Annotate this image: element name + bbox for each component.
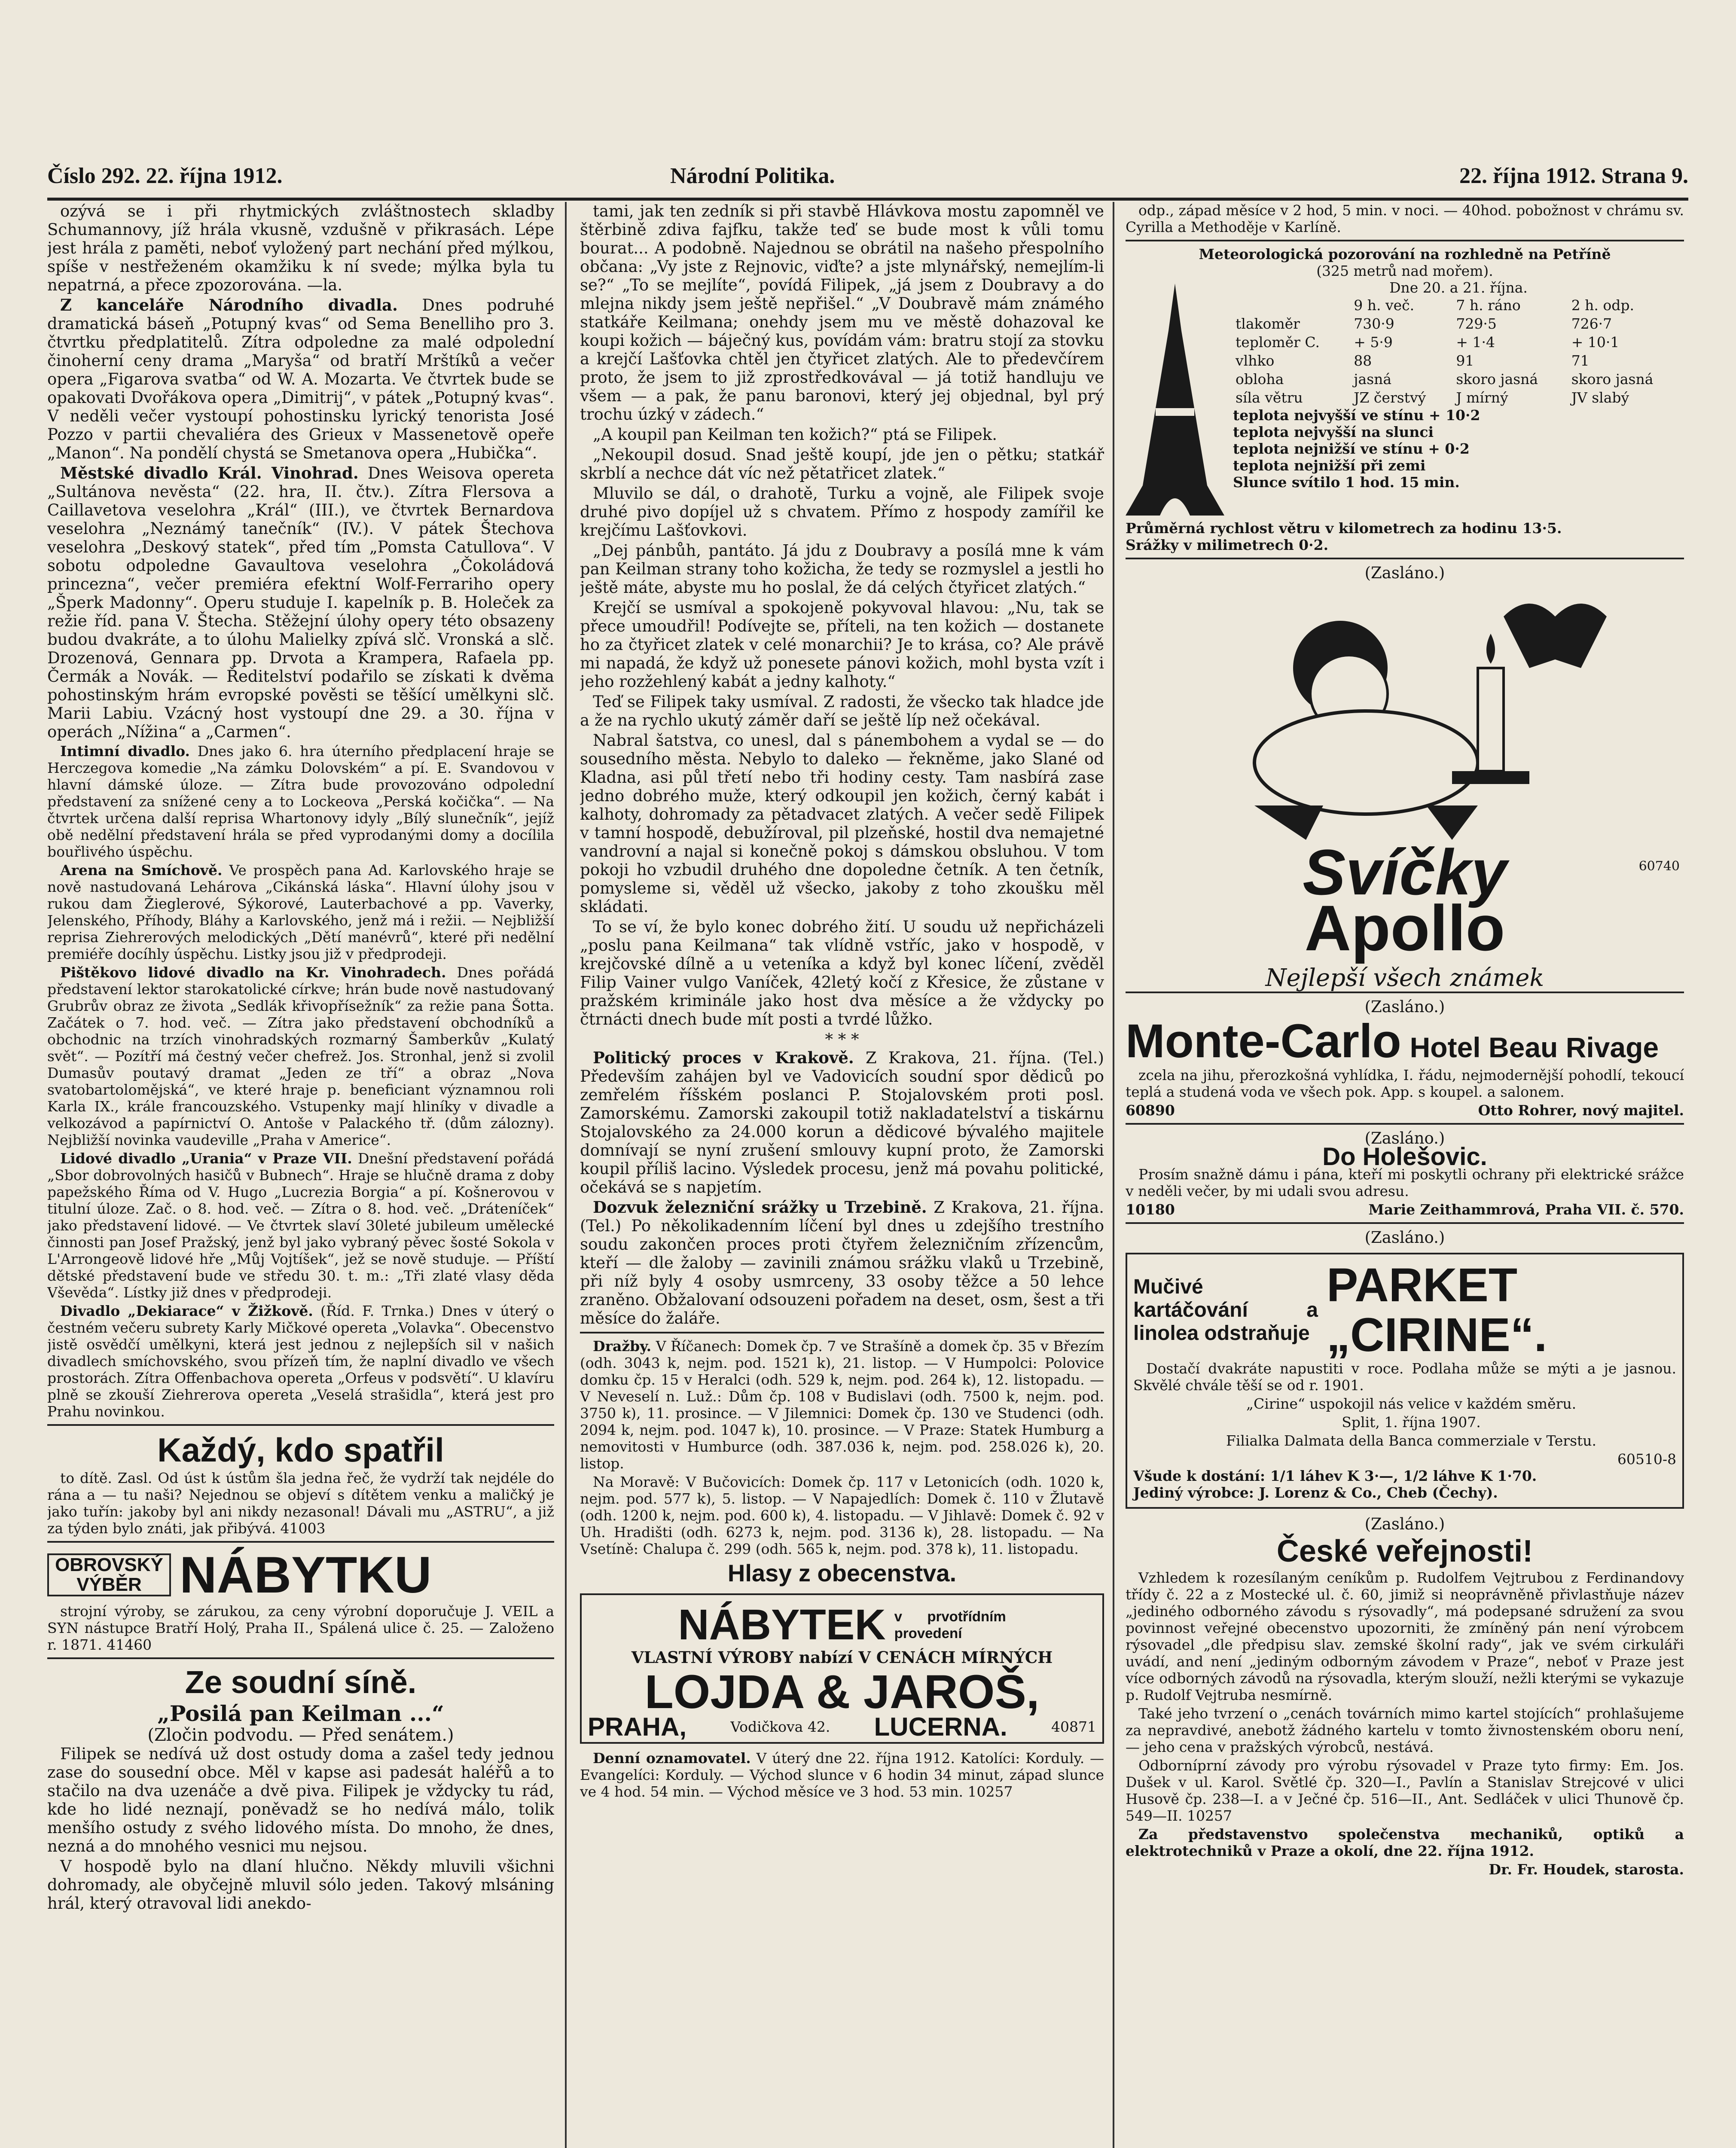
weather-col: 9 h. več.	[1354, 297, 1415, 314]
sent-in-label: (Zasláno.)	[1364, 564, 1445, 582]
divider	[1126, 558, 1684, 559]
weather-stat: Slunce svítilo 1 hod. 15 min.	[1233, 474, 1460, 491]
notice-signature: Dr. Fr. Houdek, starosta.	[1489, 1861, 1684, 1878]
apollo-brand: Apollo	[1304, 892, 1505, 964]
column-rule	[565, 202, 567, 2148]
ad-number: 60890	[1126, 1102, 1175, 1119]
notice-text: Vzhledem k rozesílaným ceníkům p. Rudolfem Vejtrubou z Ferdinandovy třídy č. 22 a z Mostecké ul. č. 60, jimiž si neoprávněně přivlastňuje název „jediného odborného závodu s rýsovadly“, má podepsané sdružení za svou povinnost veřejné obecenstvo upozorniti, že zmíněný pán není výrobcem rýsovadel „dle předpisu slav. zemské školní rady“, jak ve svém cirkuláři uvádí, and není „jediným odborným závodem v Praze“, neboť v Praze jest více odborných závodů na rýsovadla, kterým slouží, nežli kterými se vykazuje p. Rudolf Vejtruba nesmírně.	[1126, 1569, 1684, 1703]
paragraph: Nabral šatstva, co unesl, dal s pánembohem a vydal se — do sousedního města. Nebylo to daleko — řekněme, jako Slané od Kladna, asi půl třetí nebo tři hodiny cesty. Tam nasbírá zase jedno dobrého muže, který odkoupil jen kožich, černý kabát i kalhoty, dohromady za pětadvacet zlatých. A večer sedě Filipek v tamní hospodě, debužíroval, pil plzeňské, hostil dva nemajetné vandrovní a najal si konečně pokoj s dámskou obsluhou. V tom pokoji ho vzbudil druhého dne dopoledne četník. A ten četník, pomysleme si, věděl už všecko, jakoby z toho zkoušku měl skládati.	[580, 731, 1104, 916]
divider	[1126, 240, 1684, 241]
ad-number: 60740	[1638, 859, 1680, 874]
candle-figure-illustration	[1126, 582, 1684, 848]
page-date: 22. října 1912. Strana 9.	[1459, 164, 1688, 188]
lojda-jaros-ad	[580, 1593, 1104, 1744]
ad-testimonial: „Cirine“ uspokojil nás velice v každém směru.	[1246, 1395, 1577, 1412]
ad-number: 60510-8	[1617, 1451, 1676, 1468]
paragraph: Dnešní představení pořádá „Sbor dobrovolných hasičů v Bubnech“. Hraje se hlučně drama z doby papežského Říma od V. Hugo „Lucrezia Borgia“ a pí. Košnerovou v titulní úloze. Zač. o 8. hod. več. — Zítra o 8. hod. več. „Dráteníček“ jako představení lidové. — Ve čtvrtek slaví 30leté jubileum umělecké činnosti pan Josef Pražský, jenž byl jako vybraný pěvec šosté Sokola v L'Arrongeově lidové hře „Můj Vojtíšek“, jež se nově studuje. — Příští dětské představení bude ve středu 30. t. m.: „Tři zlaté vlasy děda Vševěda“. Lístky již dnes v předprodeji.	[47, 1150, 554, 1301]
separator-dots: * * *	[825, 1030, 859, 1049]
paragraph: Z Krakova, 21. října. (Tel.) Po několikadenním líčení byl dnes u zdejšího trestního soudu zakončen proces proti čtyřem železničním zřízencům, kteří — dle žaloby — zavinili známou srážku vlaků u Trzebině, při níž byly 4 osoby usmrceny, 33 osoby těžce a 50 lehce zraněno. Obžalovaní odsouzeni pořadem na deset, osm, šest a tři měsíce do žaláře.	[580, 1198, 1104, 1327]
weather-value: JZ čerstvý	[1354, 389, 1426, 406]
article-title: „Posilá pan Keilman ...“	[157, 1701, 444, 1726]
ad-headline: PARKET	[1327, 1259, 1518, 1312]
weather-value: 91	[1456, 352, 1474, 369]
weather-value: 729·5	[1456, 315, 1497, 332]
paragraph: Dnes pořádá představení lektor starokatolické církve; hrán bude nově nastudovaný Grubrův obraz ze života „Sedlák křivopřísežník“ za režie pana Šotta. Začátek o 7. hod. več. — Zítra jako představení obchodníků a obchodnic na trzích vinohradských rozmarný Šamberkův „Kulatý svět“. — Pozítří má čestný večer chefrež. Jos. Stronhal, jenž si zvolil Dumasův poutavý dramat „Jeden ze tří“ a obraz „Nova svatobartolomějská“, ve které hraje p. beneficiant významnou roli Karla IX., krále francouzského. Vstupenky mají hliníky v divadle a velkozávod a papírnictví O. Antoše v Palackého tř. (dům zálozny). Nejbližší novinka vaudeville „Praha v Americe“.	[47, 964, 554, 1148]
ad-street: Vodičkova 42.	[730, 1718, 830, 1735]
paragraph: ozývá se i při rhytmických zvláštnostech skladby Schumannovy, jíž hrála vkusně, vzdušně v přikrasách. Lépe jest hrála z paměti, neboť vyložený part nechání před mýlkou, spíše v nestřeženém okamžiku k ní svede; mýlka byla tu nepatrná, a přece zpozorována. —la.	[47, 202, 554, 294]
weather-label: obloha	[1236, 371, 1284, 387]
paragraph: Ve prospěch pana Ad. Karlovského hraje se nově nastudovaná Lehárova „Cikánská láska“. Hlavní úlohy jsou v rukou dam Žieglerové, Sýkorové, Lauterbachové a pp. Vaverky, Jelenského, Příhody, Bláhy a Karlovského, jenž má i režii. — Nejbližší reprisa Ziehrerových melodických „Dětí manévrů“, které při nedělní premiéře docíhly úspěchu. Listky jsou již v předprodeji.	[47, 862, 554, 962]
weather-label: teploměr C.	[1236, 334, 1320, 351]
paragraph: (Říd. F. Trnka.) Dnes v úterý o čestném večeru subrety Karly Mičkové opereta „Volavka“. Obecenstvo jistě osvědčí umělkyni, která jest jednou z nejlepších sil v našich divadlech smíchovského, svou přízeň tím, že naplní divadlo ve všech prostorách. Zítra Offenbachova opereta „Orfeus v podsvětí“. U klavíru plně se zkouší Ziehrerova opereta „Veselá strašidla“, která jest pro Prahu novinkou.	[47, 1303, 554, 1420]
weather-value: 88	[1354, 352, 1372, 369]
weather-value: + 1·4	[1456, 334, 1495, 351]
paragraph: „A koupil pan Keilman ten kožich?“ ptá se Filipek.	[593, 425, 997, 444]
masthead: Národní Politika.	[670, 164, 835, 188]
notice-text: Za představenstvo společenstva mechaniků, optiků a elektrotechniků v Praze a okolí, dne 22. října 1912.	[1126, 1826, 1684, 1859]
paragraph: „Nekoupil dosud. Snad ještě koupí, jde jen o pětku; statkář skrblí a nechce dát víc než pětatřicet zlatek.“	[580, 445, 1104, 482]
ad-tagline: Mučivé kartáčování a linolea odstraňuje	[1133, 1275, 1318, 1345]
paragraph: Dnes Weisova opereta „Sultánova nevěsta“ (22. hra, II. čtv.). Zítra Flersova a Caillavetova veselohra „Král“ (III.), ve čtvrtek Bernardova veselohra „Neznámý tanečník“ (IV.). V pátek Štechova veselohra „Deskový statek“, před tím „Pomsta Catullova“. V sobotu odpoledne Gavaultova veselohra „Čokoládová princezna“, večer premiéra efektní Wolf-Ferrariho opery „Šperk Madonny“. Operu studuje I. kapelník p. B. Holeček za režie říd. pana V. Štecha. Stěžejní úlohy opery této obsazeny budou dvakráte, a to úlohu Malielky zpívá slč. Vronská a slč. Drozenová, Gennara pp. Drvota a Krampera, Rafaela pp. Čermák a Novák. — Ředitelství podařilo se získati k dvěma pohostinským hrám evropské pověsti se těšící umělkyni slč. Marii Labiu. Vzácný host vystoupí dne 29. a 30. října v operách „Nížina“ a „Carmen“.	[47, 464, 554, 741]
weather-subheading: (325 metrů nad mořem).	[1316, 262, 1493, 279]
apollo-candles-ad	[1126, 582, 1684, 969]
ad-city: PRAHA,	[588, 1712, 687, 1741]
weather-value: + 5·9	[1354, 334, 1393, 351]
ad-number: 10180	[1126, 1201, 1175, 1218]
ad-hotel: Hotel Beau Rivage	[1410, 1031, 1659, 1063]
article-subtitle: (Zločin podvodu. — Před senátem.)	[147, 1725, 454, 1745]
paragraph: Z Krakova, 21. října. (Tel.) Především zahájen byl ve Vadovicích soudní spor dědiců po zemřelém říšském poslanci P. Stojalovském proti posl. Zamorskému. Zamorski zakoupil totiž nakladatelství a tiskárnu Stojalovského za 24.000 korun a dědicové bývalého majitele domnívají se nyní zrušení smlouvy kupní proto, že Zamorski koupil příliš lacino. Výsledek procesu, jenž má povahu politické, očekává se s napjetím.	[580, 1049, 1104, 1196]
divider	[47, 1657, 554, 1659]
weather-block	[1126, 279, 1684, 520]
weather-date: Dne 20. a 21. října.	[1389, 279, 1528, 296]
paragraph: V úterý dne 22. října 1912. Katolíci: Korduly. — Evangelíci: Korduly. — Východ slunce v 6 hodin 34 minut, západ slunce ve 4 hod. 54 min. — Východ měsíce ve 3 hod. 53 min. 10257	[580, 1750, 1104, 1800]
paragraph: Mluvilo se dál, o drahotě, Turku a vojně, ale Filipek svoje druhé pivo dopíjel už s chvatem. Přímo z hospody zamířil ke krejčímu Lašťovkovi.	[580, 484, 1104, 540]
ad-headline: NÁBYTEK	[678, 1601, 886, 1649]
paragraph: V hospodě bylo na dlaní hlučno. Někdy mluvili všichni dohromady, ale obyčejně mluvil sólo jeden. Takový mlsáning hrál, který otravoval lidi anekdo-	[47, 1857, 554, 1913]
weather-value: 71	[1571, 352, 1590, 369]
newspaper-page	[47, 142, 1688, 2148]
ad-tagline: v prvotřídním provedení	[894, 1608, 1006, 1641]
paragraph: Dnes podruhé dramatická báseň „Potupný kvas“ od Sema Benelliho pro 3. čtvrtku předplatitelů. Zítra odpoledne za malé odpolední činoherní ceny drama „Maryša“ od bratří Mrštíků a večer opera „Figarova svatba“ od W. A. Mozarta. Ve čtvrtek bude se opakovati Dvořákova opera „Dimitrij“, v pátek „Potupný kvas“. V neděli večer vystoupí pohostinsku lyrický tenorista José Pozzo v partii chevaliéra des Grieux v Massenetově opeře „Manon“. Na pondělí chystá se Smetanova opera „Hubička“.	[47, 296, 554, 462]
section-title: Hlasy z obecenstva.	[727, 1559, 957, 1587]
weather-value: skoro jasná	[1571, 371, 1654, 387]
paragraph: odp., západ měsíce v 2 hod, 5 min. v noci. — 40hod. pobožnost v chrámu sv. Cyrilla a Methoděje v Karlíně.	[1126, 202, 1684, 235]
ad-manufacturer: Jediný výrobce: J. Lorenz & Co., Cheb (Čechy).	[1133, 1484, 1498, 1501]
notice-text: Také jeho tvrzení o „cenách továrních mimo kartel stojících“ prohlašujeme za nepravdivé, anebotž žádného kartelu v tomto živnostenském oboru není, — jeho cena v pražských výrobců, nestává.	[1126, 1705, 1684, 1755]
weather-col: 7 h. ráno	[1456, 297, 1521, 314]
ad-headline: Každý, kdo spatřil	[157, 1431, 444, 1469]
ad-tagline: OBROVSKÝ VÝBĚR	[47, 1553, 171, 1596]
paragraph: To se ví, že bylo konec dobrého žití. U soudu už nepřicházeli „poslu pana Keilmana“ tak vlídně vstříc, jako v hospodě, v krejčovské dílně a u veteníka a když byl konec líčení, zvěděl Filip Vainer vulgo Vaníček, 42letý kočí z Křesice, že zůstane v pražském kriminále jako host dva měsíce a že vždycky po čtrnácti dnech bude mít posti a tvrdé lůžko.	[580, 918, 1104, 1028]
paragraph: tami, jak ten zedník si při stavbě Hlávkova mostu zapomněl ve štěrbině zdiva fajfku, takže teď se bude most k vůli tomu bourat... A podobně. Najednou se obrátil na našeho přespolního občana: „Vy jste z Rejnovic, viďte? a jste mlynářský, nemejlím-li se?“ „To se mejlíte“, povídá Filipek, „já jsem z Doubravy a do mlejna nikdy jsem ještě nepřišel.“ „V Doubravě mám známého statkáře Keilmana; onehdy jsem mu ve městě dohazoval ke koupi kožich — báječný kus, povídám vám: bratru stojí za stovku a krejčí Lašťovka chtěl jen čtyřicet zlatých. Ale to předevčírem proto, že jsem to již zprostředkovával — já totiž handluju ve všem — a pak, že panu baronovi, který jej objednal, byl prý trochu úzký v zádech.“	[580, 202, 1104, 424]
divider	[47, 1541, 554, 1543]
paragraph: Krejčí se usmíval a spokojeně pokyvoval hlavou: „Nu, tak se přece umoudřil! Podívejte se, příteli, na ten kožich — dostanete ho za čtyřicet zlatek v celé monarchii? Je to krása, co? Ale právě mi napadá, že když už ponesete pánovi kožich, mohl bysta vzít i jeho rozžehlený kabát a jedny kalhoty.“	[580, 598, 1104, 691]
ad-brand: „CIRINE“.	[1327, 1309, 1547, 1361]
section-heading: Dražby.	[593, 1338, 652, 1355]
sent-in-label: (Zasláno.)	[1364, 998, 1445, 1016]
paragraph: Teď se Filipek taky usmíval. Z radosti, že všecko tak hladce jde a že na rychlo ukutý záměr daří se ještě líp než očekával.	[580, 693, 1104, 729]
weather-table	[1233, 296, 1684, 407]
page-header	[47, 159, 1688, 201]
weather-heading: Meteorologická pozorování na rozhledně na Petříně	[1199, 246, 1611, 262]
ad-company: LOJDA & JAROŠ,	[644, 1666, 1040, 1718]
paragraph: Dnes jako 6. hra úterního předplacení hraje se Herczegova komedie „Na zámku Dolovském“ a pí. E. Svandovou v hlavní dámské úloze. — Zítra bude provozováno odpolední představení za snížené ceny a to Lockeova „Perská kočička“. — Na čtvrtek určena další reprisa Whartonovy idyly „Bílý slunečník“, jejíž obě nedělní představení hrála se před vyprodanými domy a docílila bouřlivého úspěchu.	[47, 743, 554, 860]
section-heading: Dozvuk železniční srážky u Trzebině.	[593, 1198, 927, 1217]
paragraph: Na Moravě: V Bučovicích: Domek čp. 117 v Letonicích (odh. 1020 k, nejm. pod. 577 k), 5. listop. — V Napajedlích: Domek č. 110 v Žlutavě (odh. 1200 k, nejm. pod. 600 k), 4. listopadu. — V Jihlavě: Domek č. 92 v Uh. Hradišti (odh. 6273 k, nejm. pod. 3136 k), 28. listopadu. — Na Vsetíně: Chalupa č. 299 (odh. 565 k, nejm. pod. 378 k), 11. listopadu.	[580, 1474, 1104, 1557]
weather-col: 2 h. odp.	[1571, 297, 1635, 314]
column-rule	[1113, 202, 1114, 2148]
weather-label: vlhko	[1236, 352, 1275, 369]
ad-location: LUCERNA.	[874, 1712, 1007, 1741]
section-heading: Arena na Smíchově.	[60, 862, 223, 879]
weather-stat: teplota nejnižší při zemi	[1233, 457, 1426, 474]
notice-signature: Marie Zeithammrová, Praha VII. č. 570.	[1368, 1201, 1684, 1218]
section-title: Ze soudní síně.	[185, 1664, 417, 1700]
paragraph: Filipek se nedívá už dost ostudy doma a zašel tedy jednou zase do sousední obce. Měl v kapse asi padesát haléřů a to stačilo na dva uzenáče a dvě piva. Filipek je vždycky tu rád, kde ho lidé neznají, poněvadž se ho nedívá málo, tolik menšího ostudy z svého lidového místa. Do mnoho, že dnes, nezná a do mnohého vesnici mu nejsou.	[47, 1745, 554, 1855]
section-heading: Denní oznamovatel.	[593, 1750, 751, 1767]
ad-number: 40871	[1051, 1718, 1096, 1735]
notice-text: Odborníprní závody pro výrobu rýsovadel v Praze tyto firmy: Em. Jos. Dušek v ul. Karol. Světlé čp. 320—I., Pavlín a Stanislav Strejcové v ulici Husově čp. 238—I. a v Ječné čp. 516—II., Ant. Sedláček v ulici Thunově čp. 549—II. 10257	[1126, 1757, 1684, 1824]
column-3	[1126, 202, 1684, 2148]
weather-value: 730·9	[1354, 315, 1394, 332]
section-heading: Lidové divadlo „Urania“ v Praze VII.	[60, 1150, 352, 1167]
notice-headline: Do Holešovic.	[1322, 1143, 1487, 1171]
petrin-tower-icon	[1126, 279, 1224, 520]
weather-value: J mírný	[1456, 389, 1508, 406]
notice-text: Prosím snažně dámu i pána, kteří mi poskytli ochrany při elektrické srážce v neděli večer, by mi udali svou adresu.	[1126, 1166, 1684, 1199]
ad-text: zcela na jihu, přerozkošná vyhlídka, I. řádu, nejmodernější pohodlí, tekoucí teplá a studená voda ve všech pok. App. s koupel. a salonem.	[1126, 1067, 1684, 1100]
ad-footer	[1126, 1102, 1684, 1119]
parket-cirine-ad	[1126, 1253, 1684, 1509]
weather-value: skoro jasná	[1456, 371, 1538, 387]
ad-text: strojní výroby, se zárukou, za ceny výrobní doporučuje J. VEIL a SYN nástupce Bratří Holý, Praha II., Spálená ulice č. 25. — Založeno r. 1871. 41460	[47, 1603, 554, 1653]
ad-headline: NÁBYTKU	[180, 1546, 432, 1604]
column-1	[47, 202, 554, 2148]
ad-signature: Otto Rohrer, nový majitel.	[1478, 1102, 1684, 1119]
ad-headline: Monte-Carlo	[1126, 1015, 1401, 1068]
divider	[1126, 1123, 1684, 1125]
weather-stat: Průměrná rychlost větru v kilometrech za hodinu 13·5.	[1126, 520, 1562, 537]
weather-value: 726·7	[1571, 315, 1612, 332]
weather-value: JV slabý	[1571, 389, 1629, 406]
apollo-slogan: Nejlepší všech známek	[1265, 964, 1544, 992]
column-2	[580, 202, 1104, 2148]
section-heading: Z kanceláře Národního divadla.	[60, 296, 398, 314]
ad-price: Všude k dostání: 1/1 láhev K 3·—, 1/2 láhve K 1·70.	[1133, 1468, 1537, 1484]
apollo-headline: Svíčky	[1303, 836, 1507, 908]
section-heading: Městské divadlo Král. Vinohrad.	[60, 464, 359, 482]
ad-text: to dítě. Zasl. Od úst k ústům šla jedna řeč, že vydrží tak nejdéle do rána a — tu naši? Nejednou se objeví s dítětem venku a maličký je jako tuřín: jakoby byl ani nikdy nezasonal! Dávali mu „ASTRU“, a již za týden bylo znáti, jak přibývá. 41003	[47, 1470, 554, 1537]
weather-stat: teplota nejvyšší na slunci	[1233, 424, 1434, 440]
section-heading: Divadlo „Dekiarace“ v Žižkově.	[60, 1303, 313, 1319]
weather-value: + 10·1	[1571, 334, 1620, 351]
divider	[1126, 1222, 1684, 1224]
weather-label: tlakoměr	[1236, 315, 1300, 332]
divider	[580, 1332, 1104, 1333]
section-heading: Politický proces v Krakově.	[593, 1048, 854, 1067]
sent-in-label: (Zasláno.)	[1364, 1515, 1445, 1533]
notice-headline: České veřejnosti!	[1276, 1534, 1533, 1568]
section-heading: Intimní divadlo.	[60, 743, 190, 760]
sent-in-label: (Zasláno.)	[1364, 1129, 1445, 1147]
weather-stat: Srážky v milimetrech 0·2.	[1126, 537, 1329, 553]
ad-text: VLASTNÍ VÝROBY nabízí V CENÁCH MÍRNÝCH	[631, 1648, 1053, 1667]
issue-number: Číslo 292. 22. října 1912.	[47, 164, 283, 188]
paragraph: „Dej pánbůh, pantáto. Já jdu z Doubravy a posílá mne k vám pan Keilman strany toho kožicha, že tedy se rozmyslel a jestli ho ještě máte, abyste mu ho poslal, že dá celých čtyřicet zlatých.“	[580, 541, 1104, 597]
paragraph: V Říčanech: Domek čp. 7 ve Strašíně a domek čp. 35 v Březím (odh. 3043 k, nejm. pod. 1521 k), 21. listop. — V Humpolci: Polovice domku čp. 15 v Heralci (odh. 529 k, nejm. pod. 264 k), 12. listopadu. — V Neveselí n. Luž.: Dům čp. 108 v Budislavi (odh. 7500 k, nejm. pod. 3750 k), 11. prosince. — V Jilemnici: Domek čp. 130 ve Studenci (odh. 2094 k, nejm. pod. 1047 k), 10. prosince. — V Praze: Statek Humburg a nemovitosti v Humburce (odh. 387.036 k, nejm. pod. 258.026 k), 20. listop.	[580, 1338, 1104, 1472]
weather-stat: teplota nejnižší ve stínu + 0·2	[1233, 440, 1470, 457]
weather-value: jasná	[1354, 371, 1392, 387]
weather-label: síla větru	[1236, 389, 1303, 406]
notice-footer	[1126, 1201, 1684, 1218]
ad-testimonial-source: Filialka Dalmata della Banca commerziale v Terstu.	[1226, 1432, 1597, 1449]
furniture-ad	[47, 1547, 554, 1603]
ad-testimonial-date: Split, 1. října 1907.	[1342, 1414, 1481, 1431]
ad-text: Dostačí dvakráte napustiti v roce. Podlaha může se mýti a je jasnou. Skvělé chvále těší se od r. 1901.	[1133, 1360, 1676, 1394]
weather-stat: teplota nejvyšší ve stínu + 10·2	[1233, 407, 1480, 424]
section-heading: Pištěkovo lidové divadlo na Kr. Vinohradech.	[60, 964, 446, 981]
sent-in-label: (Zasláno.)	[1364, 1228, 1445, 1247]
monte-carlo-ad	[1126, 1016, 1684, 1067]
divider	[47, 1424, 554, 1426]
